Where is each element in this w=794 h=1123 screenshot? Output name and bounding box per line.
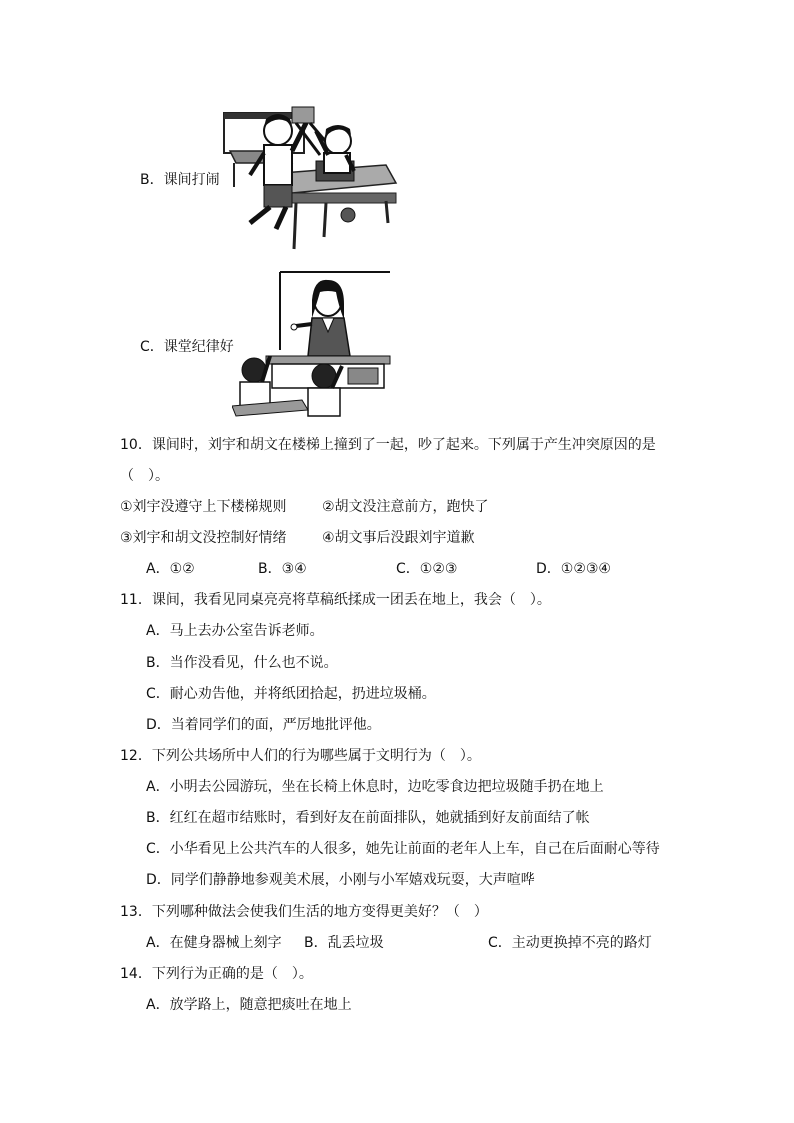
illustration-classroom-order	[232, 270, 392, 420]
question-10-choice-a: A．①②	[146, 561, 195, 577]
question-13-choice-b: B．乱丢垃圾	[304, 935, 384, 951]
question-12-stem: 12．下列公共场所中人们的行为哪些属于文明行为（ ）。	[120, 748, 481, 764]
question-13-stem: 13．下列哪种做法会使我们生活的地方变得更美好？（ ）	[120, 904, 488, 920]
question-11-choice-d: D．当着同学们的面，严厉地批评他。	[146, 717, 381, 733]
question-10-statement-2: ②胡文没注意前方，跑快了	[322, 499, 489, 515]
question-12-choice-d: D．同学们静静地参观美术展，小刚与小军嬉戏玩耍，大声喧哗	[146, 872, 535, 888]
question-10-choice-d: D．①②③④	[536, 561, 611, 577]
question-13-choice-a: A．在健身器械上刻字	[146, 935, 282, 951]
question-10-stem-cont: （ ）。	[120, 468, 169, 484]
question-10-statement-4: ④胡文事后没跟刘宇道歉	[322, 530, 475, 546]
question-10-statement-3: ③刘宇和胡文没控制好情绪	[120, 530, 287, 546]
option-c-label: C．课堂纪律好	[140, 339, 234, 355]
question-13-choice-c: C．主动更换掉不亮的路灯	[488, 935, 652, 951]
question-11-choice-b: B．当作没看见，什么也不说。	[146, 655, 338, 671]
question-11-stem: 11．课间，我看见同桌亮亮将草稿纸揉成一团丢在地上，我会（ ）。	[120, 592, 551, 608]
question-12-choice-a: A．小明去公园游玩，坐在长椅上休息时，边吃零食边把垃圾随手扔在地上	[146, 779, 604, 795]
question-11-choice-a: A．马上去办公室告诉老师。	[146, 623, 324, 639]
question-12-choice-c: C．小华看见上公共汽车的人很多，她先让前面的老年人上车，自己在后面耐心等待	[146, 841, 660, 857]
question-14-stem: 14．下列行为正确的是（ ）。	[120, 966, 313, 982]
option-b-label: B．课间打闹	[140, 172, 220, 188]
illustration-classroom-fight	[220, 105, 400, 255]
question-11-choice-c: C．耐心劝告他，并将纸团拾起，扔进垃圾桶。	[146, 686, 436, 702]
question-10-statement-1: ①刘宇没遵守上下楼梯规则	[120, 499, 287, 515]
question-10-choice-b: B．③④	[258, 561, 307, 577]
question-10-choice-c: C．①②③	[396, 561, 458, 577]
question-14-choice-a: A．放学路上，随意把痰吐在地上	[146, 997, 352, 1013]
question-12-choice-b: B．红红在超市结账时，看到好友在前面排队，她就插到好友前面结了帐	[146, 810, 590, 826]
question-10-stem: 10．课间时，刘宇和胡文在楼梯上撞到了一起，吵了起来。下列属于产生冲突原因的是	[120, 437, 656, 453]
